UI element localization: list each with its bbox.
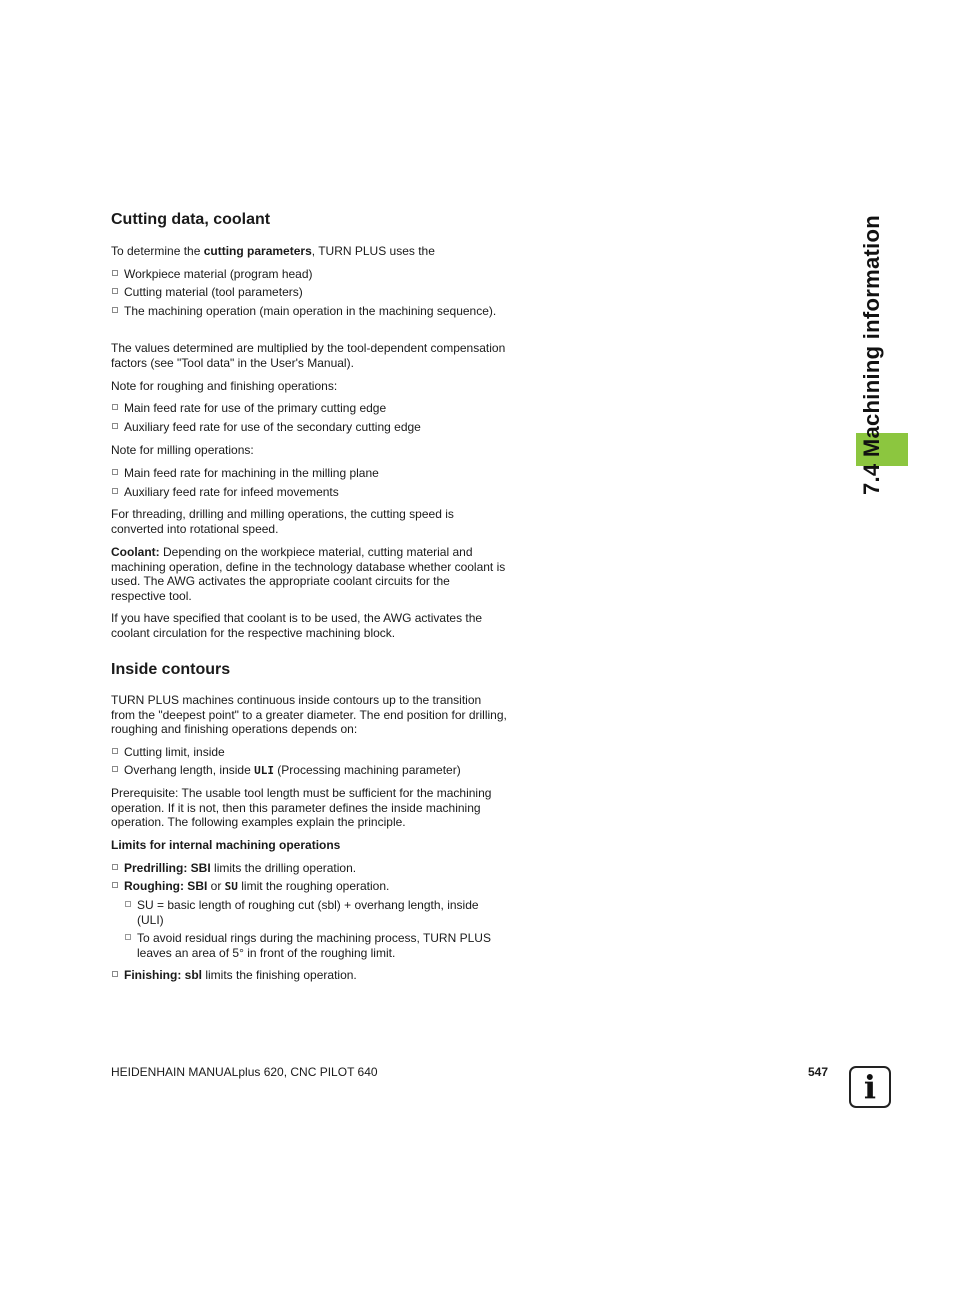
coolant-paragraph-2: If you have specified that coolant is to be used, the AWG activates the coolant circulation for the respective machining block. [111,611,483,640]
prerequisite-paragraph: Prerequisite: The usable tool length must be sufficient for the machining operation. If it is not, then this parameter defines the inside machining operation. The following examples explain the principle. [111,786,492,829]
coolant-paragraph: Coolant: Depending on the workpiece material, cutting material and machining operation, define in the technology database whether coolant is used. The AWG activates the appropriate coolant circuits for the respective tool. [111,545,506,603]
heading-cutting-data: Cutting data, coolant [111,211,271,228]
info-icon: i [849,1066,891,1108]
list-item: Roughing: SBI or SU limit the roughing operation. [111,879,507,895]
list-item: Workpiece material (program head) [111,267,507,282]
footer-manual-title: HEIDENHAIN MANUALplus 620, CNC PILOT 640 [111,1065,378,1079]
inside-intro: TURN PLUS machines continuous inside contours up to the transition from the "deepest point" to a greater diameter. The end position for drilling, roughing and finishing operations depends on: [111,693,507,736]
note-roughing: Note for roughing and finishing operations: [111,379,338,393]
list-item: Main feed rate for machining in the milling plane [111,466,507,481]
intro-paragraph: To determine the cutting parameters, TURN PLUS uses the [111,244,435,258]
sub-list-item: To avoid residual rings during the machining process, TURN PLUS leaves an area of 5° in front of the roughing limit. [124,931,507,960]
list-item: Overhang length, inside ULI (Processing machining parameter) [111,763,507,779]
list-item: Main feed rate for use of the primary cutting edge [111,401,507,416]
list-item: Auxiliary feed rate for infeed movements [111,485,507,500]
note-milling: Note for milling operations: [111,443,254,457]
list-item: Cutting limit, inside [111,745,507,760]
list-item: Finishing: sbl limits the finishing operation. [111,968,507,983]
threading-paragraph: For threading, drilling and milling operations, the cutting speed is converted into rotational speed. [111,507,454,536]
sub-list-item: SU = basic length of roughing cut (sbl) + overhang length, inside (ULI) [124,898,507,927]
page-number: 547 [808,1065,829,1079]
list-item: The machining operation (main operation in the machining sequence). [111,304,507,319]
list-item: Auxiliary feed rate for use of the secondary cutting edge [111,420,507,435]
values-paragraph: The values determined are multiplied by the tool-dependent compensation factors (see "Tool data" in the User's Manual). [111,341,506,370]
heading-inside-contours: Inside contours [111,661,231,678]
list-item: Predrilling: SBI limits the drilling operation. [111,861,507,876]
list-item: Cutting material (tool parameters) [111,285,507,300]
limits-heading: Limits for internal machining operations [111,838,341,852]
chapter-title-vertical: 7.4 Machining information [858,214,884,496]
